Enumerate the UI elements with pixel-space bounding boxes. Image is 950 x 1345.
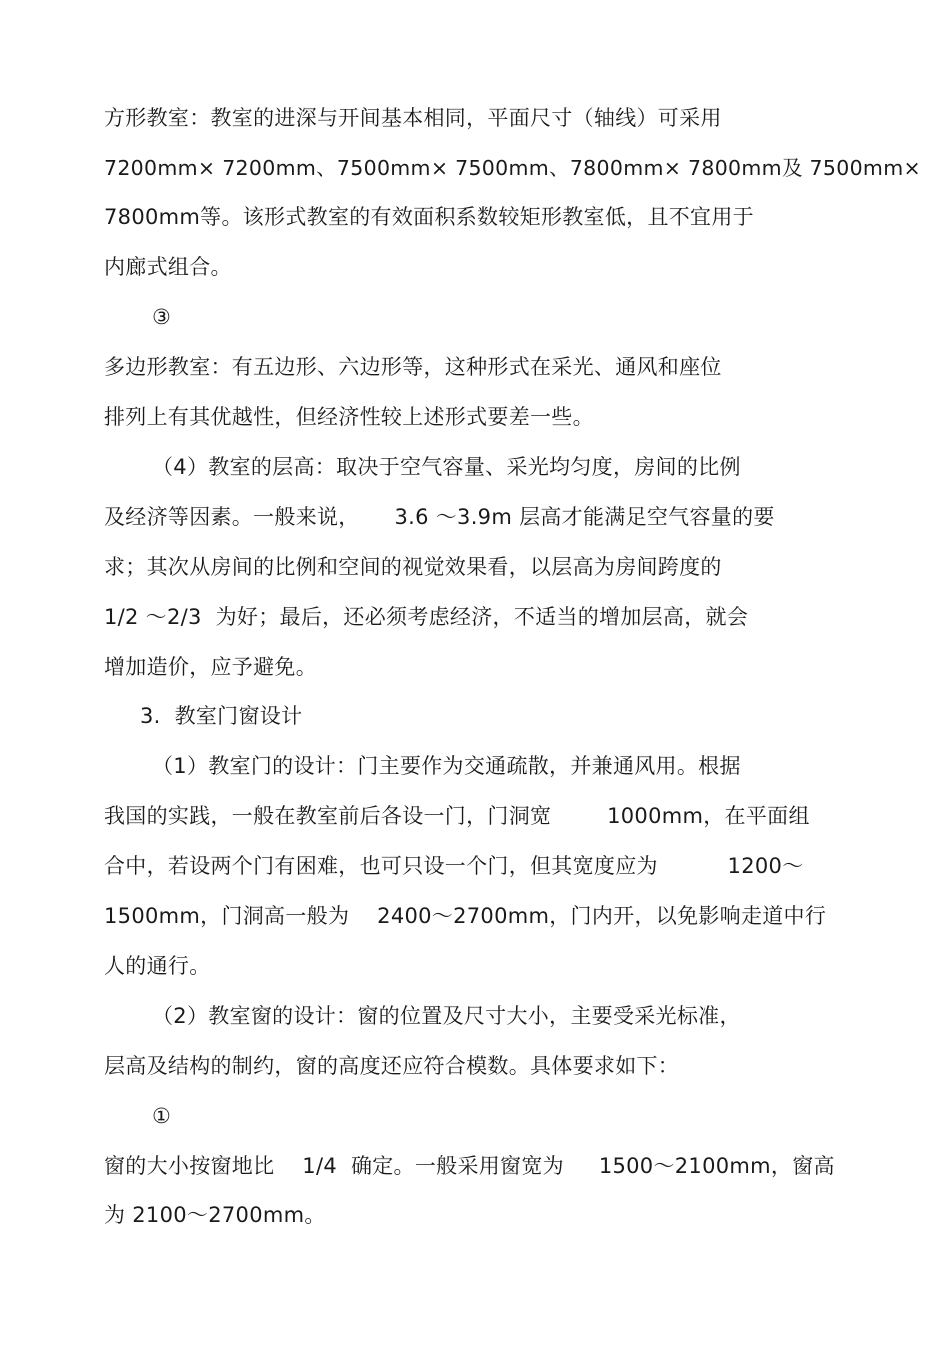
text-line: 方形教室：教室的进深与开间基本相同，平面尺寸（轴线）可采用 — [104, 106, 722, 130]
text-line: （4）教室的层高：取决于空气容量、采光均匀度，房间的比例 — [152, 455, 741, 479]
text-line: 层高及结构的制约，窗的高度还应符合模数。具体要求如下： — [104, 1054, 680, 1078]
text-line: （1）教室门的设计：门主要作为交通疏散，并兼通风用。根据 — [152, 754, 741, 778]
text-line: 求；其次从房间的比例和空间的视觉效果看，以层高为房间跨度的 — [104, 555, 722, 579]
list-marker: ③ — [152, 305, 172, 329]
text-line: （2）教室窗的设计：窗的位置及尺寸大小，主要受采光标准， — [152, 1004, 741, 1028]
text-line: 7200mm× 7200mm、7500mm× 7500mm、7800mm× 7800mm及 7500mm× — [104, 156, 921, 180]
text-line: 1/2 ～2/3 为好；最后，还必须考虑经济，不适当的增加层高，就会 — [104, 605, 749, 629]
text-line: 为 2100～2700mm。 — [104, 1203, 326, 1227]
text-line: 内廊式组合。 — [104, 255, 232, 279]
list-marker: ① — [152, 1104, 172, 1128]
text-line: 及经济等因素。一般来说， 3.6 ～3.9m 层高才能满足空气容量的要 — [104, 505, 775, 529]
text-line: 7800mm等。该形式教室的有效面积系数较矩形教室低，且不宜用于 — [104, 205, 754, 229]
text-line: 1500mm，门洞高一般为 2400～2700mm，门内开，以免影响走道中行 — [104, 904, 827, 928]
text-line: 人的通行。 — [104, 954, 211, 978]
text-line: 我国的实践，一般在教室前后各设一门，门洞宽 1000mm，在平面组 — [104, 804, 810, 828]
text-line: 增加造价，应予避免。 — [104, 655, 317, 679]
text-line: 排列上有其优越性，但经济性较上述形式要差一些。 — [104, 405, 594, 429]
text-line: 窗的大小按窗地比 1/4 确定。一般采用窗宽为 1500～2100mm，窗高 — [104, 1154, 835, 1178]
text-line: 多边形教室：有五边形、六边形等，这种形式在采光、通风和座位 — [104, 355, 722, 379]
section-heading: 3. 教室门窗设计 — [140, 704, 303, 728]
text-line: 合中，若设两个门有困难，也可只设一个门，但其宽度应为 1200～ — [104, 854, 804, 878]
